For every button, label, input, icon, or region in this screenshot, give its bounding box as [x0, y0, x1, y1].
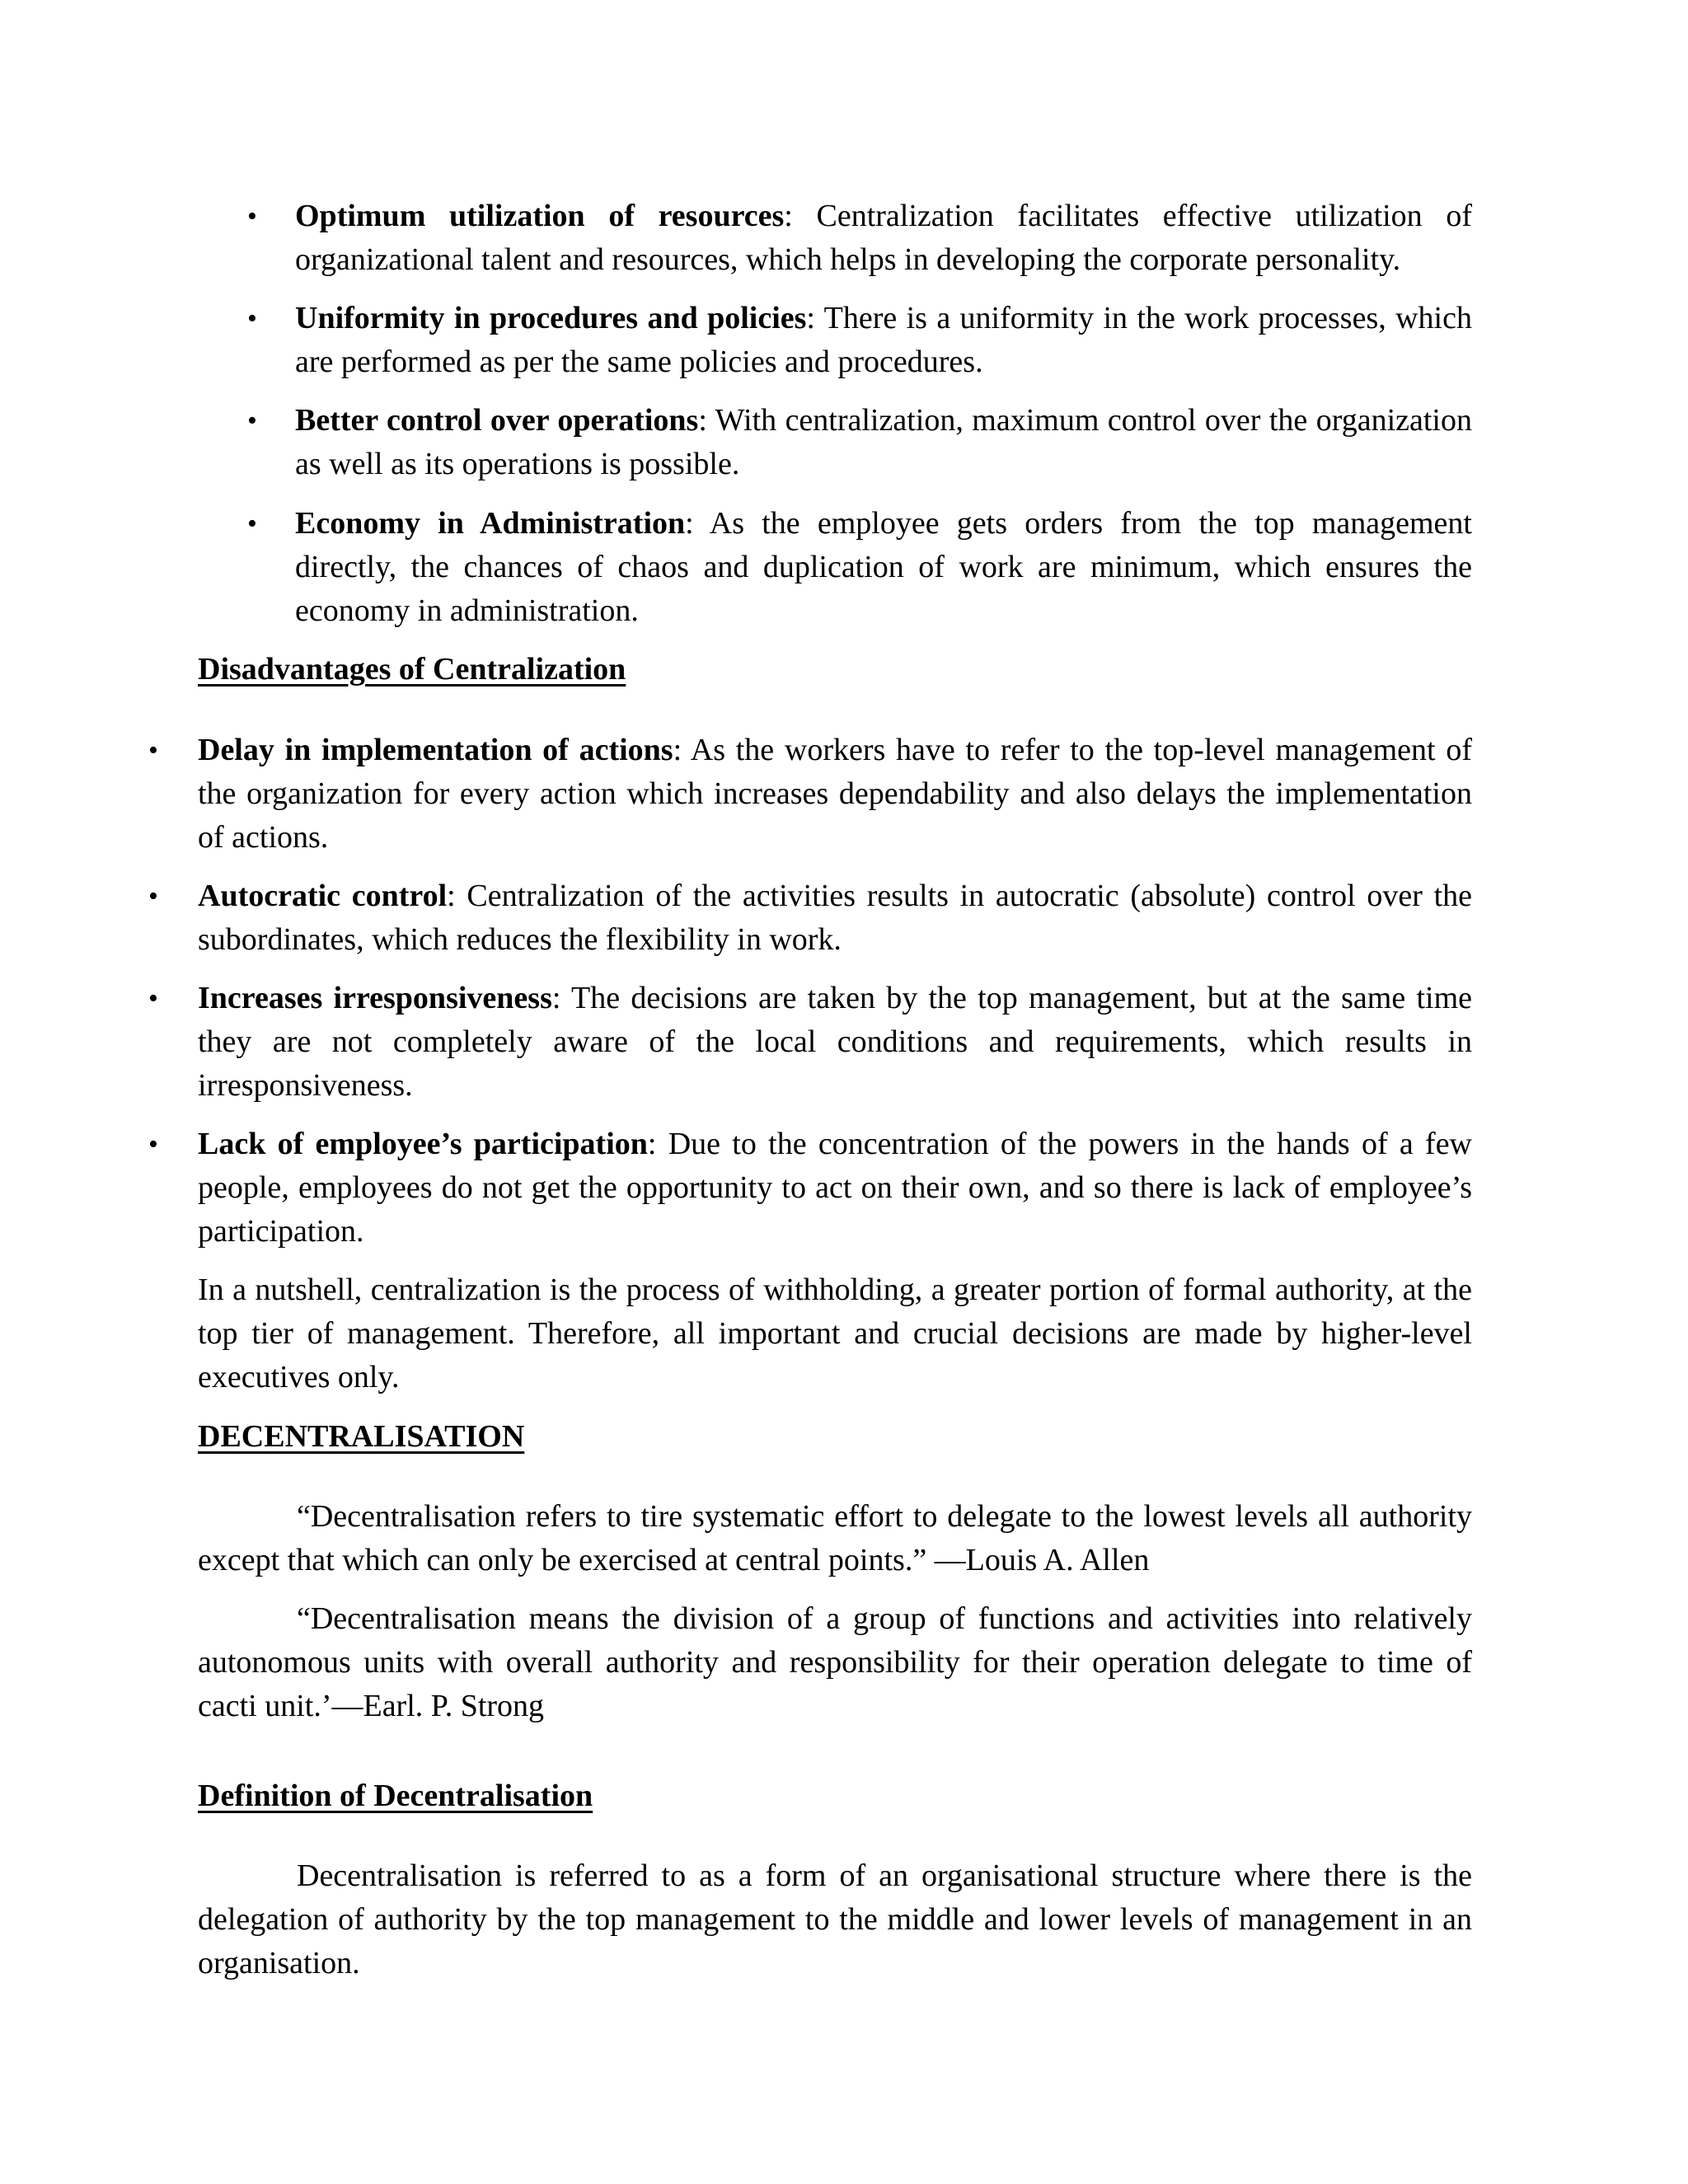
bullet-marker: •	[247, 303, 257, 334]
advantage-term: Economy in Administration	[295, 506, 686, 541]
advantage-item-3	[295, 399, 1472, 486]
disadvantage-item-4	[198, 1122, 1472, 1254]
disadvantage-text: : As the workers have to refer to the top-level management of the organization for every action which increases dependability and also delays the implementation of actions.	[198, 733, 1472, 855]
advantage-term: Optimum utilization of resources	[295, 199, 785, 233]
quote-louis-allen: “Decentralisation refers to tire systematic effort to delegate to the lowest levels all authority except that which can only be exercised at central points.” —Louis A. Allen	[198, 1499, 1472, 1577]
disadvantage-term: Delay in implementation of actions	[198, 733, 673, 767]
bullet-marker: •	[247, 405, 257, 436]
disadvantage-item-3	[198, 977, 1472, 1108]
definition-heading: Definition of Decentralisation	[198, 1779, 593, 1813]
disadvantage-text: : The decisions are taken by the top management, but at the same time they are not completely aware of the local conditions and requirements, which results in irresponsiveness.	[198, 981, 1472, 1103]
disadvantage-item-1	[198, 729, 1472, 860]
disadvantage-item-2	[198, 874, 1472, 962]
advantage-text: : There is a uniformity in the work processes, which are performed as per the same policies and procedures.	[295, 301, 1472, 379]
bullet-marker: •	[148, 881, 158, 912]
definition-paragraph: Decentralisation is referred to as a form of an organisational structure where there is the delegation of authority by the top management to the middle and lower levels of management in an organisation.	[198, 1858, 1472, 1980]
bullet-marker: •	[247, 509, 257, 539]
advantage-text: : Centralization facilitates effective utilization of organizational talent and resources, which helps in developing the corporate personality.	[295, 199, 1472, 277]
disadvantage-text: : Due to the concentration of the powers in the hands of a few people, employees do not get the opportunity to act on their own, and so there is lack of employee’s participation.	[198, 1127, 1472, 1249]
bullet-marker: •	[247, 201, 257, 232]
decentralisation-heading: DECENTRALISATION	[198, 1419, 525, 1454]
disadvantage-term: Autocratic control	[198, 879, 448, 913]
advantage-item-1	[295, 194, 1472, 282]
disadvantage-term: Increases irresponsiveness	[198, 981, 552, 1015]
advantage-text: : With centralization, maximum control over the organization as well as its operations is possible.	[295, 403, 1472, 481]
bullet-marker: •	[148, 735, 158, 766]
advantage-text: : As the employee gets orders from the top management directly, the chances of chaos and duplication of work are minimum, which ensures the economy in administration.	[295, 506, 1472, 628]
disadvantage-text: : Centralization of the activities results in autocratic (absolute) control over the subordinates, which reduces the flexibility in work.	[198, 879, 1472, 957]
bullet-marker: •	[148, 1129, 158, 1160]
disadvantage-term: Lack of employee’s participation	[198, 1127, 648, 1161]
advantage-term: Uniformity in procedures and policies	[295, 301, 807, 335]
quote-earl-strong: “Decentralisation means the division of a group of functions and activities into relatively autonomous units with overall authority and responsibility for their operation delegate to time of cacti unit.’—Earl. P. Strong	[198, 1601, 1472, 1723]
nutshell-paragraph: In a nutshell, centralization is the process of withholding, a greater portion of formal authority, at the top tier of management. Therefore, all important and crucial decisions are made by higher-level executives only.	[198, 1272, 1472, 1394]
disadvantages-heading: Disadvantages of Centralization	[198, 652, 626, 687]
advantage-term: Better control over operations	[295, 403, 699, 438]
advantage-item-4	[295, 502, 1472, 633]
bullet-marker: •	[148, 983, 158, 1014]
advantage-item-2	[295, 297, 1472, 384]
